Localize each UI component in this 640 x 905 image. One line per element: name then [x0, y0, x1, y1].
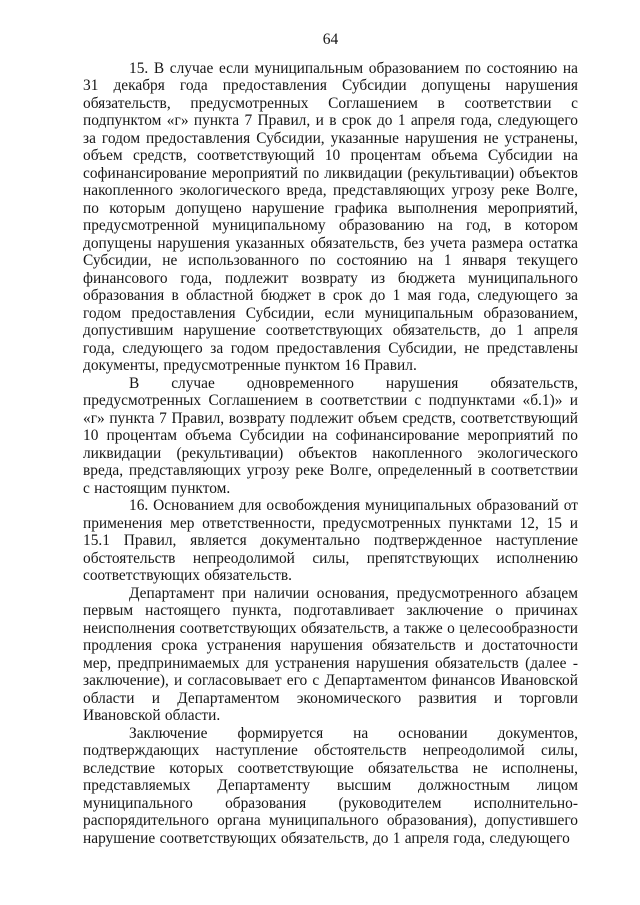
page-number: 64: [322, 31, 339, 48]
paragraph-15: 15. В случае если муниципальным образованием по состоянию на 31 декабря года предоставления Субсидии допущены нарушения обязательств, предусмотренных Соглашением в соответствии с подпунктом «г» пункта 7 Правил, и в срок до 1 апреля года, следующего за годом предоставления Субсидии, указанные нарушения не устранены, объем средств, соответствующий 10 процентам объема Субсидии на софинансирование мероприятий по ликвидации (рекультивации) объектов накопленного экологического вреда, представляющих угрозу реке Волге, по которым допущено нарушение графика выполнения мероприятий, предусмотренной муниципальному образованию на год, в котором допущены нарушения указанных обязательств, без учета размера остатка Субсидии, не использованного по состоянию на 1 января текущего финансового года, подлежит возврату из бюджета муниципального образования в областной бюджет в срок до 1 мая года, следующего за годом предоставления Субсидии, если муниципальным образованием, допустившим нарушение соответствующих обязательств, до 1 апреля года, следующего за годом предоставления Субсидии, не представлены документы, предусмотренные пунктом 16 Правил.: [83, 59, 578, 374]
text-column: [83, 31, 578, 847]
paragraph-conclusion-formation: Заключение формируется на основании документов, подтверждающих наступление обстоятельств непреодолимой силы, вследствие которых соответствующие обязательства не исполнены, представляемых Департаменту высшим должностным лицом муниципального образования (руководителем исполнительно-распорядительного органа муниципального образования), допустившего нарушение соответствующих обязательств, до 1 апреля года, следующего: [83, 724, 578, 847]
document-body: [83, 60, 578, 848]
paragraph-15-simultaneous-violation: В случае одновременного нарушения обязательств, предусмотренных Соглашением в соответствии с подпунктами «б.1)» и «г» пункта 7 Правил, возврату подлежит объем средств, соответствующий 10 процентам объема Субсидии на софинансирование мероприятий по ликвидации (рекультивации) объектов накопленного экологического вреда, представляющих угрозу реке Волге, определенный в соответствии с настоящим пунктом.: [83, 374, 578, 497]
paragraph-department-conclusion: Департамент при наличии основания, предусмотренного абзацем первым настоящего пункта, подготавливает заключение о причинах неисполнения соответствующих обязательств, а также о целесообразности продления срока устранения нарушения обязательств и достаточности мер, предпринимаемых для устранения нарушения обязательств (далее - заключение), и согласовывает его с Департаментом финансов Ивановской области и Департаментом экономического развития и торговли Ивановской области.: [83, 584, 578, 724]
paragraph-16: 16. Основанием для освобождения муниципальных образований от применения мер ответственности, предусмотренных пунктами 12, 15 и 15.1 Правил, является документально подтвержденное наступление обстоятельств непреодолимой силы, препятствующих исполнению соответствующих обязательств.: [83, 497, 578, 584]
